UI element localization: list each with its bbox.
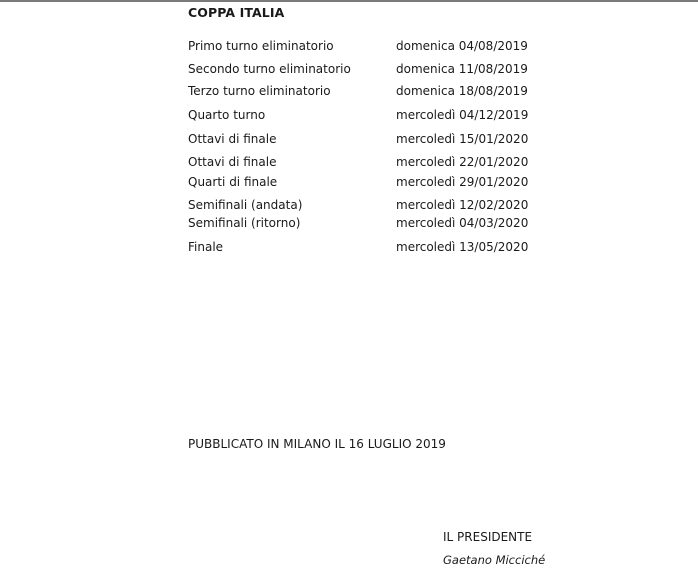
round-name: Semifinali (ritorno) — [188, 216, 301, 230]
round-date: domenica 18/08/2019 — [396, 84, 528, 98]
round-date: domenica 11/08/2019 — [396, 62, 528, 76]
round-name: Primo turno eliminatorio — [188, 39, 334, 53]
schedule-row — [188, 83, 548, 99]
schedule-row — [188, 107, 548, 123]
schedule-row — [188, 154, 548, 170]
round-date: mercoledì 29/01/2020 — [396, 175, 529, 189]
round-name: Quarti di finale — [188, 175, 278, 189]
page-title: COPPA ITALIA — [188, 5, 285, 20]
round-date: mercoledì 12/02/2020 — [396, 198, 529, 212]
schedule-row — [188, 131, 548, 147]
signature-name: Gaetano Micciché — [443, 553, 546, 567]
round-name: Terzo turno eliminatorio — [188, 84, 331, 98]
signature-title: IL PRESIDENTE — [443, 530, 533, 544]
schedule-row — [188, 174, 548, 190]
round-name: Finale — [188, 240, 224, 254]
schedule-row — [188, 61, 548, 77]
schedule-row — [188, 197, 548, 213]
schedule-row — [188, 215, 548, 231]
schedule-row — [188, 239, 548, 255]
round-date: mercoledì 15/01/2020 — [396, 132, 529, 146]
round-name: Ottavi di finale — [188, 155, 277, 169]
round-name: Secondo turno eliminatorio — [188, 62, 351, 76]
round-date: mercoledì 22/01/2020 — [396, 155, 529, 169]
round-name: Quarto turno — [188, 108, 266, 122]
top-divider — [0, 0, 698, 2]
round-date: mercoledì 04/12/2019 — [396, 108, 529, 122]
round-date: mercoledì 04/03/2020 — [396, 216, 529, 230]
round-name: Semifinali (andata) — [188, 198, 303, 212]
round-date: domenica 04/08/2019 — [396, 39, 528, 53]
schedule-row — [188, 38, 548, 54]
publication-note: PUBBLICATO IN MILANO IL 16 LUGLIO 2019 — [188, 437, 446, 451]
round-name: Ottavi di finale — [188, 132, 277, 146]
round-date: mercoledì 13/05/2020 — [396, 240, 529, 254]
